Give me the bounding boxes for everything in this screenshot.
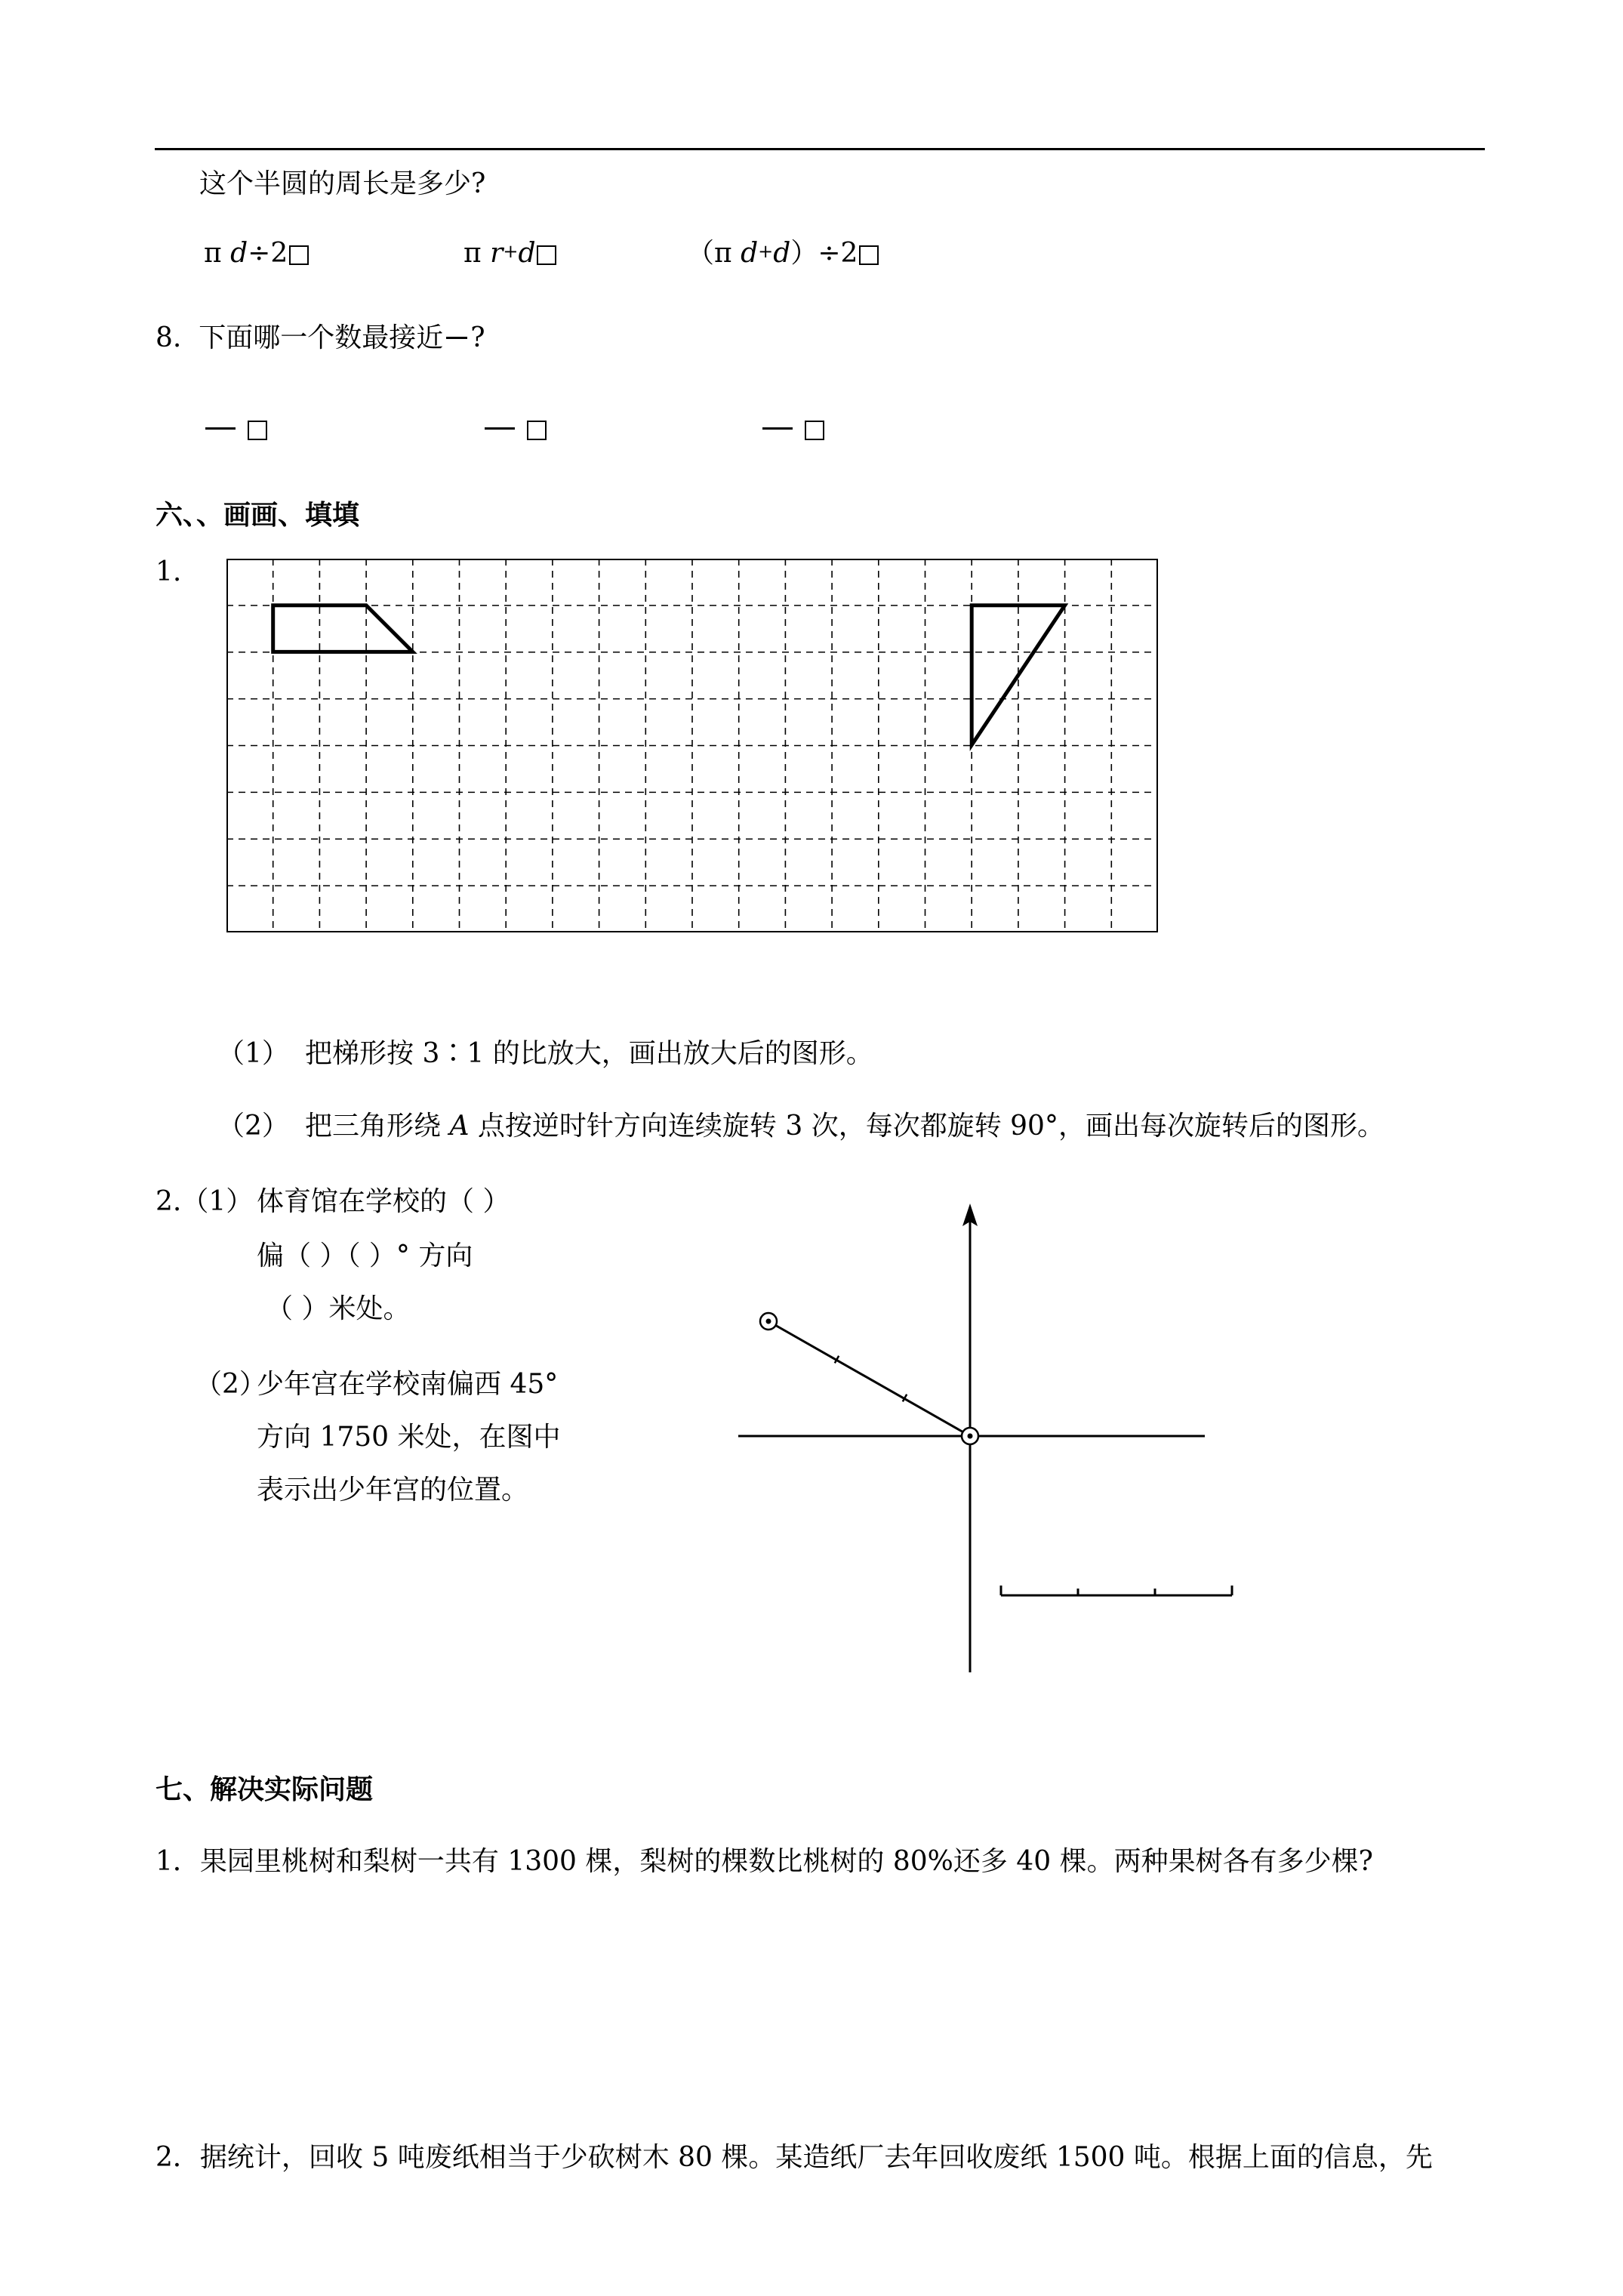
q8-option-a-checkbox[interactable] (248, 421, 267, 440)
q7-option-b: π r+d (463, 240, 556, 267)
item2-label: 2.（1） (156, 1186, 254, 1217)
section6-title: 六、、画画、填填 (156, 499, 360, 531)
q7-option-a: π d÷2 (204, 240, 309, 267)
trapezoid-shape (273, 606, 413, 652)
item2-sub2-line3: 表示出少年宫的位置。 (257, 1475, 529, 1505)
point-a-label: A (449, 1111, 470, 1142)
q7-question: 这个半圆的周长是多少? (199, 168, 486, 199)
q8-option-a (205, 415, 267, 442)
item1-number: 1. (156, 556, 182, 587)
item2-sub2-label: （2） (195, 1369, 266, 1400)
fraction-placeholder (446, 337, 467, 339)
grid-dashed-lines (226, 559, 1158, 932)
fraction-bar (762, 427, 793, 430)
header-rule (155, 148, 1485, 150)
q7-option-c-checkbox[interactable] (859, 245, 879, 265)
school-marker-dot (968, 1434, 973, 1439)
gym-direction-line (768, 1321, 970, 1436)
q8-option-c-checkbox[interactable] (805, 421, 824, 440)
q8-option-b (485, 415, 547, 442)
q8-option-c (762, 415, 824, 442)
sub1-text: 把梯形按 3∶1 的比放大，画出放大后的图形。 (305, 1038, 873, 1069)
section7-q1: 1．果园里桃树和梨树一共有 1300 棵，梨树的棵数比桃树的 80%还多 40 棵。两种果树各有多少棵? (156, 1846, 1373, 1877)
q7-option-a-checkbox[interactable] (289, 245, 309, 265)
q7-option-b-checkbox[interactable] (537, 245, 556, 265)
fraction-bar (205, 427, 236, 430)
sub1-label: （1） (217, 1038, 289, 1069)
sub2-text: 把三角形绕 A 点按逆时针方向连续旋转 3 次，每次都旋转 90°，画出每次旋转后的图形。 (305, 1111, 1384, 1142)
item2-sub1-line3: （ ）米处。 (266, 1293, 411, 1324)
drawing-grid[interactable] (226, 559, 1158, 932)
q8-question: 8. 下面哪一个数最接近 ? (156, 322, 485, 353)
item2-sub1-line2: 偏（ ）（ ）° 方向 (257, 1240, 473, 1271)
section7-title: 七、解决实际问题 (156, 1774, 374, 1805)
item2-sub2-line1: 少年宫在学校南偏西 45° (257, 1369, 559, 1400)
direction-diagram[interactable] (725, 1193, 1238, 1676)
triangle-shape (972, 606, 1064, 745)
item2-sub2-line2: 方向 1750 米处，在图中 (257, 1422, 561, 1453)
section7-q2: 2．据统计，回收 5 吨废纸相当于少砍树木 80 棵。某造纸厂去年回收废纸 1500 吨。根据上面的信息，先 (156, 2142, 1433, 2173)
gym-marker-dot (766, 1319, 771, 1324)
fraction-bar (485, 427, 515, 430)
scale-bar (1001, 1586, 1232, 1595)
sub2-label: （2） (217, 1111, 289, 1142)
item2-sub1-line1: 体育馆在学校的（ ） (257, 1186, 510, 1217)
q8-option-b-checkbox[interactable] (527, 421, 547, 440)
q7-option-c: （π d+d）÷2 (687, 240, 879, 267)
